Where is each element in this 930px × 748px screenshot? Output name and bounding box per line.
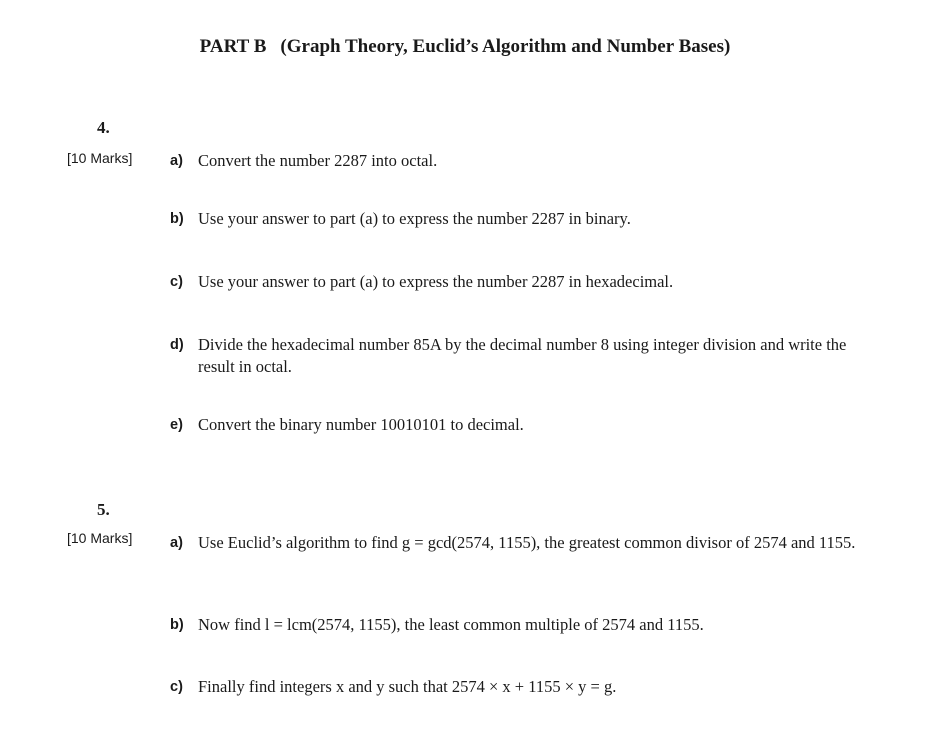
question-part	[170, 676, 870, 698]
part-text: Use Euclid’s algorithm to find g = gcd(2574, 1155), the greatest common divisor of 2574 and 1155.	[198, 533, 856, 552]
part-topic: (Graph Theory, Euclid’s Algorithm and Number Bases)	[280, 36, 731, 57]
part-letter: c)	[170, 679, 183, 695]
question-part	[170, 150, 870, 172]
page-title	[0, 36, 930, 58]
question-marks: [10 Marks]	[67, 530, 133, 546]
part-label: PART B	[199, 36, 267, 57]
question-part	[170, 414, 870, 436]
part-text: Divide the hexadecimal number 85A by the decimal number 8 using integer division and write the result in octal.	[198, 335, 847, 376]
question-part	[170, 271, 870, 293]
question-marks: [10 Marks]	[67, 150, 133, 166]
part-text: Use your answer to part (a) to express the number 2287 in binary.	[198, 209, 631, 228]
part-letter: b)	[170, 617, 184, 633]
question-part	[170, 532, 870, 554]
question-part	[170, 334, 870, 378]
part-text: Convert the binary number 10010101 to decimal.	[198, 415, 524, 434]
part-letter: d)	[170, 337, 184, 353]
part-letter: a)	[170, 153, 183, 169]
part-letter: a)	[170, 535, 183, 551]
part-text: Use your answer to part (a) to express the number 2287 in hexadecimal.	[198, 272, 674, 291]
question-part	[170, 208, 870, 230]
part-text: Finally find integers x and y such that 2574 × x + 1155 × y = g.	[198, 677, 617, 696]
part-text: Now find l = lcm(2574, 1155), the least common multiple of 2574 and 1155.	[198, 615, 704, 634]
question-part	[170, 614, 870, 636]
question-number: 5.	[97, 500, 110, 519]
part-letter: b)	[170, 211, 184, 227]
part-letter: c)	[170, 274, 183, 290]
question-number: 4.	[97, 118, 110, 137]
part-letter: e)	[170, 417, 183, 433]
part-text: Convert the number 2287 into octal.	[198, 151, 438, 170]
